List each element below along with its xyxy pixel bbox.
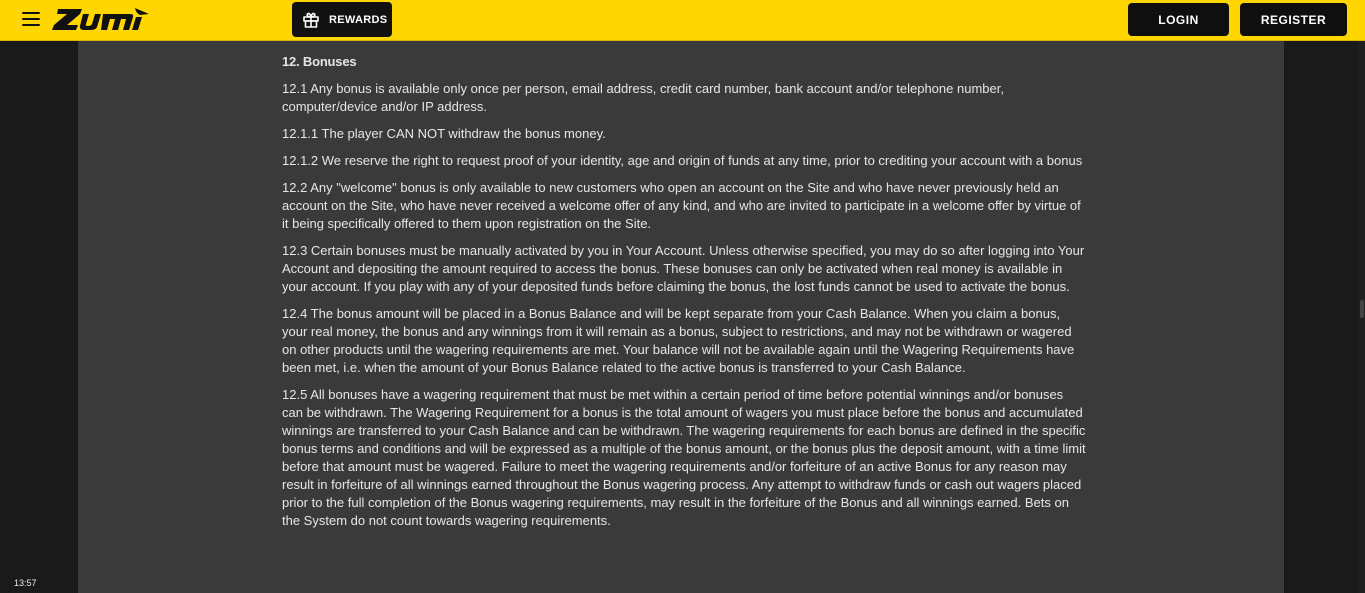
scrollbar-thumb[interactable] xyxy=(1360,300,1364,318)
brand-logo[interactable] xyxy=(52,5,150,33)
paragraph-12-2: 12.2 Any "welcome" bonus is only available to new customers who open an account on the Site and who have never previously held an account on the Site, who have never received a welcome offer of any kind, and who are invited to participate in a welcome offer by virtue of it being specifically offered to them upon registration on the Site. xyxy=(282,180,1081,231)
rewards-label: REWARDS xyxy=(329,13,388,26)
paragraph-12-1-1: 12.1.1 The player CAN NOT withdraw the bonus money. xyxy=(282,126,606,141)
top-header-bar xyxy=(0,0,1365,41)
right-side-panel xyxy=(1284,41,1365,593)
gift-icon xyxy=(302,11,320,29)
terms-article xyxy=(282,53,1086,539)
terms-content-area xyxy=(78,41,1284,593)
taskbar-clock: 13:57 xyxy=(14,578,37,588)
register-button[interactable]: REGISTER xyxy=(1240,3,1347,36)
rewards-button[interactable] xyxy=(292,2,392,37)
left-side-panel xyxy=(0,41,78,593)
section-title: 12. Bonuses xyxy=(282,54,357,69)
paragraph-12-1-2: 12.1.2 We reserve the right to request proof of your identity, age and origin of funds at any time, prior to crediting your account with a bonus xyxy=(282,153,1083,168)
paragraph-12-5: 12.5 All bonuses have a wagering requirement that must be met within a certain period of time before potential winnings and/or bonuses can be withdrawn. The Wagering Requirement for a bonus is the total amount of wagers you must place before the bonus and accumulated winnings are transferred to your Cash Balance and can be withdrawn. The wagering requirements for each bonus are defined in the specific bonus terms and conditions and will be expressed as a multiple of the bonus amount, or the bonus plus the deposit amount, with a time limit before that amount must be wagered. Failure to meet the wagering requirements and/or forfeiture of an active Bonus for any reason may result in forfeiture of all winnings earned throughout the Bonus wagering process. Any attempt to withdraw funds or cash out wagers placed prior to the full completion of the Bonus wagering requirements, may result in the forfeiture of the Bonus and all winnings earned. Bets on the System do not count towards wagering requirements. xyxy=(282,387,1086,528)
paragraph-12-3: 12.3 Certain bonuses must be manually activated by you in Your Account. Unless otherwise specified, you may do so after logging into Your Account and depositing the amount required to access the bonus. These bonuses can only be activated when real money is available in your account. If you play with any of your deposited funds before claiming the bonus, the lost funds cannot be used to activate the bonus. xyxy=(282,243,1085,294)
paragraph-12-4: 12.4 The bonus amount will be placed in a Bonus Balance and will be kept separate from your Cash Balance. When you claim a bonus, your real money, the bonus and any winnings from it will remain as a bonus, subject to restrictions, and may not be withdrawn or wagered on other products until the wagering requirements are met. Your balance will not be available again until the Wagering Requirements have been met, i.e. when the amount of your Bonus Balance related to the active bonus is transferred to your Cash Balance. xyxy=(282,306,1075,375)
paragraph-12-1: 12.1 Any bonus is available only once per person, email address, credit card number, bank account and/or telephone number, computer/device and/or IP address. xyxy=(282,81,1004,114)
login-button[interactable]: LOGIN xyxy=(1128,3,1229,36)
hamburger-menu-icon[interactable] xyxy=(22,12,40,28)
